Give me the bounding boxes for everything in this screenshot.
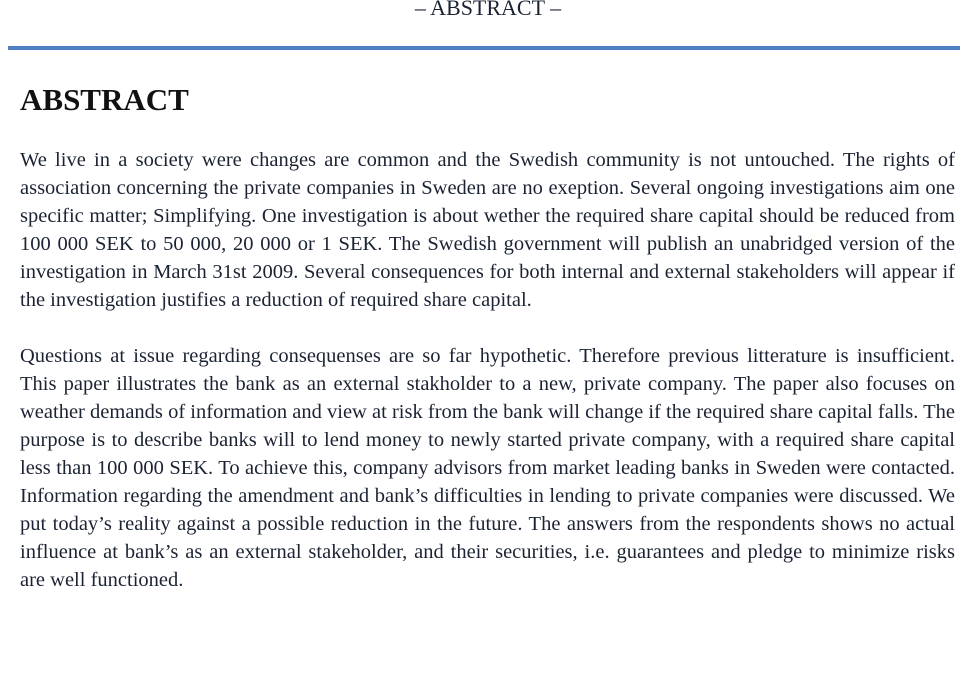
header-divider [8, 46, 960, 50]
abstract-paragraph-1: We live in a society were changes are common and the Swedish community is not untouched. The rights of association concerning the private companies in Sweden are no exeption. Several ongoing investigations aim one specific matter; Simplifying. One investigation is about wether the required share capital should be reduced from 100 000 SEK to 50 000, 20 000 or 1 SEK. The Swedish government will publish an unabridged version of the investigation in March 31st 2009. Several consequences for both internal and external stakeholders will appear if the investigation justifies a reduction of required share capital. [20, 149, 955, 311]
section-heading: ABSTRACT [20, 82, 189, 117]
abstract-paragraph-2: Questions at issue regarding consequenses are so far hypothetic. Therefore previous litterature is insufficient. This paper illustrates the bank as an external stakholder to a new, private company. The paper also focuses on weather demands of information and view at risk from the bank will change if the required share capital falls. The purpose is to describe banks will to lend money to newly started private company, with a required share capital less than 100 000 SEK. To achieve this, company advisors from market leading banks in Sweden were contacted. Information regarding the amendment and bank’s difficulties in lending to private companies were discussed. We put today’s reality against a possible reduction in the future. The answers from the respondents shows no actual influence at bank’s as an external stakeholder, and their securities, i.e. guarantees and pledge to minimize risks are well functioned. [20, 345, 955, 591]
abstract-body [20, 146, 955, 594]
running-header-title: – ABSTRACT – [414, 0, 562, 20]
